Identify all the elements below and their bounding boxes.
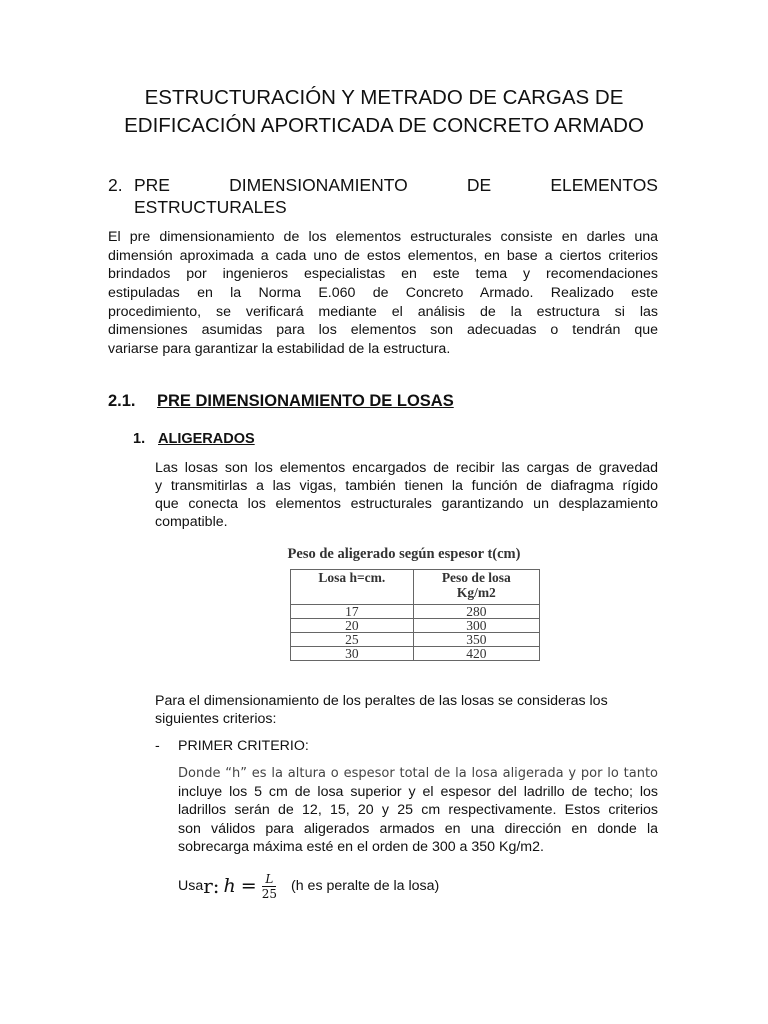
table-cell: 17 — [291, 605, 414, 619]
criterios-paragraph — [155, 692, 658, 728]
paragraph-line: dimensiones asumidas para los elementos son adecuadas o tendrán que — [108, 322, 658, 339]
bullet-dash: - — [155, 738, 160, 754]
weight-table-figure — [268, 546, 540, 661]
formula-fraction — [262, 872, 277, 901]
section-2-word: PRE — [134, 175, 170, 195]
formula-equals: = — [240, 875, 257, 897]
paragraph-line: compatible. — [155, 514, 228, 530]
section-2-1-heading — [108, 392, 454, 411]
section-2-word: DIMENSIONAMIENTO — [229, 175, 408, 195]
formula-prefix: Usa — [178, 878, 204, 894]
paragraph-line: Las losas son los elementos encargados de recibir las cargas de gravedad — [155, 460, 658, 476]
section-2-heading-line-2: ESTRUCTURALES — [134, 197, 287, 217]
table-row — [291, 633, 540, 647]
table-cell: 420 — [413, 647, 539, 661]
paragraph-line: El pre dimensionamiento de los elementos estructurales consiste en darles una — [108, 229, 658, 245]
formula-note: (h es peralte de la losa) — [291, 878, 440, 894]
primer-criterio-paragraph — [178, 765, 658, 856]
title-line-1: ESTRUCTURACIÓN Y METRADO DE CARGAS DE — [144, 86, 624, 109]
section-2-1-title: PRE DIMENSIONAMIENTO DE LOSAS — [157, 392, 454, 410]
paragraph-line: estipuladas en la Norma E.060 de Concreto Armado. Realizado este — [108, 285, 658, 302]
paragraph-line: ladrillos serán de 12, 15, 20 y 25 cm respectivamente. Estos criterios — [178, 802, 658, 819]
formula-numerator: L — [262, 872, 276, 887]
paragraph-line: Para el dimensionamiento de los peraltes de las losas se consideras los — [155, 693, 608, 709]
paragraph-line: son válidos para aligerados armados en una dirección en donde la — [178, 820, 658, 837]
paragraph-line: Donde “h” es la altura o espesor total de la losa aligerada y por lo tanto — [178, 766, 658, 781]
paragraph-line: sobrecarga máxima esté en el orden de 300 a 350 Kg/m2. — [178, 838, 544, 855]
section-2-heading — [134, 175, 658, 196]
bullet-label: PRIMER CRITERIO: — [178, 738, 309, 754]
table-header-losa: Losa h=cm. — [291, 570, 414, 605]
paragraph-line: brindados por ingenieros especialistas en este tema y recomendaciones — [108, 266, 658, 283]
formula-line — [178, 866, 439, 906]
table-cell: 280 — [413, 605, 539, 619]
paragraph-line: dimensión aproximada a cada uno de estos elementos, en base a ciertos criterios — [108, 247, 658, 264]
paragraph-line: y transmitirlas a las vigas, también tienen la función de diafragma rígido — [155, 478, 658, 494]
table-row — [291, 619, 540, 633]
table-cell: 350 — [413, 633, 539, 647]
document-title — [60, 84, 708, 140]
paragraph-line: variarse para garantizar la estabilidad de la estructura. — [108, 341, 451, 358]
title-line-2: EDIFICACIÓN APORTICADA DE CONCRETO ARMADO — [124, 114, 644, 137]
table-header-peso-line-2: Kg/m2 — [456, 585, 496, 600]
formula-prefix-big: r: — [203, 874, 220, 898]
paragraph-line: procedimiento, se verificará mediante el análisis de la estructura si las — [108, 303, 658, 320]
table-row — [291, 647, 540, 661]
aligerados-heading — [133, 431, 255, 447]
table-caption: Peso de aligerado según espesor t(cm) — [287, 546, 521, 562]
aligerados-paragraph — [155, 459, 658, 531]
aligerados-number: 1. — [133, 431, 146, 447]
section-2-word: DE — [466, 175, 492, 195]
table-cell: 30 — [291, 647, 414, 661]
primer-criterio-bullet — [155, 738, 309, 754]
table-cell: 20 — [291, 619, 414, 633]
weight-table — [290, 569, 540, 661]
formula-denominator: 25 — [261, 886, 277, 901]
paragraph-line: incluye los 5 cm de losa superior y el espesor del ladrillo de techo; los — [178, 784, 658, 801]
table-cell: 25 — [291, 633, 414, 647]
aligerados-title: ALIGERADOS — [158, 431, 255, 447]
paragraph-line: que conecta los elementos estructurales garantizando un desplazamiento — [155, 496, 658, 512]
table-header-peso-line-1: Peso de losa — [441, 570, 511, 585]
section-2-1-number: 2.1. — [108, 392, 136, 410]
formula-variable: h — [223, 875, 236, 897]
intro-paragraph — [108, 228, 658, 359]
section-2-number: 2. — [108, 175, 123, 195]
table-row — [291, 605, 540, 619]
table-cell: 300 — [413, 619, 539, 633]
table-header-peso — [413, 570, 539, 605]
section-2-word: ELEMENTOS — [550, 175, 658, 195]
paragraph-line: siguientes criterios: — [155, 711, 277, 727]
